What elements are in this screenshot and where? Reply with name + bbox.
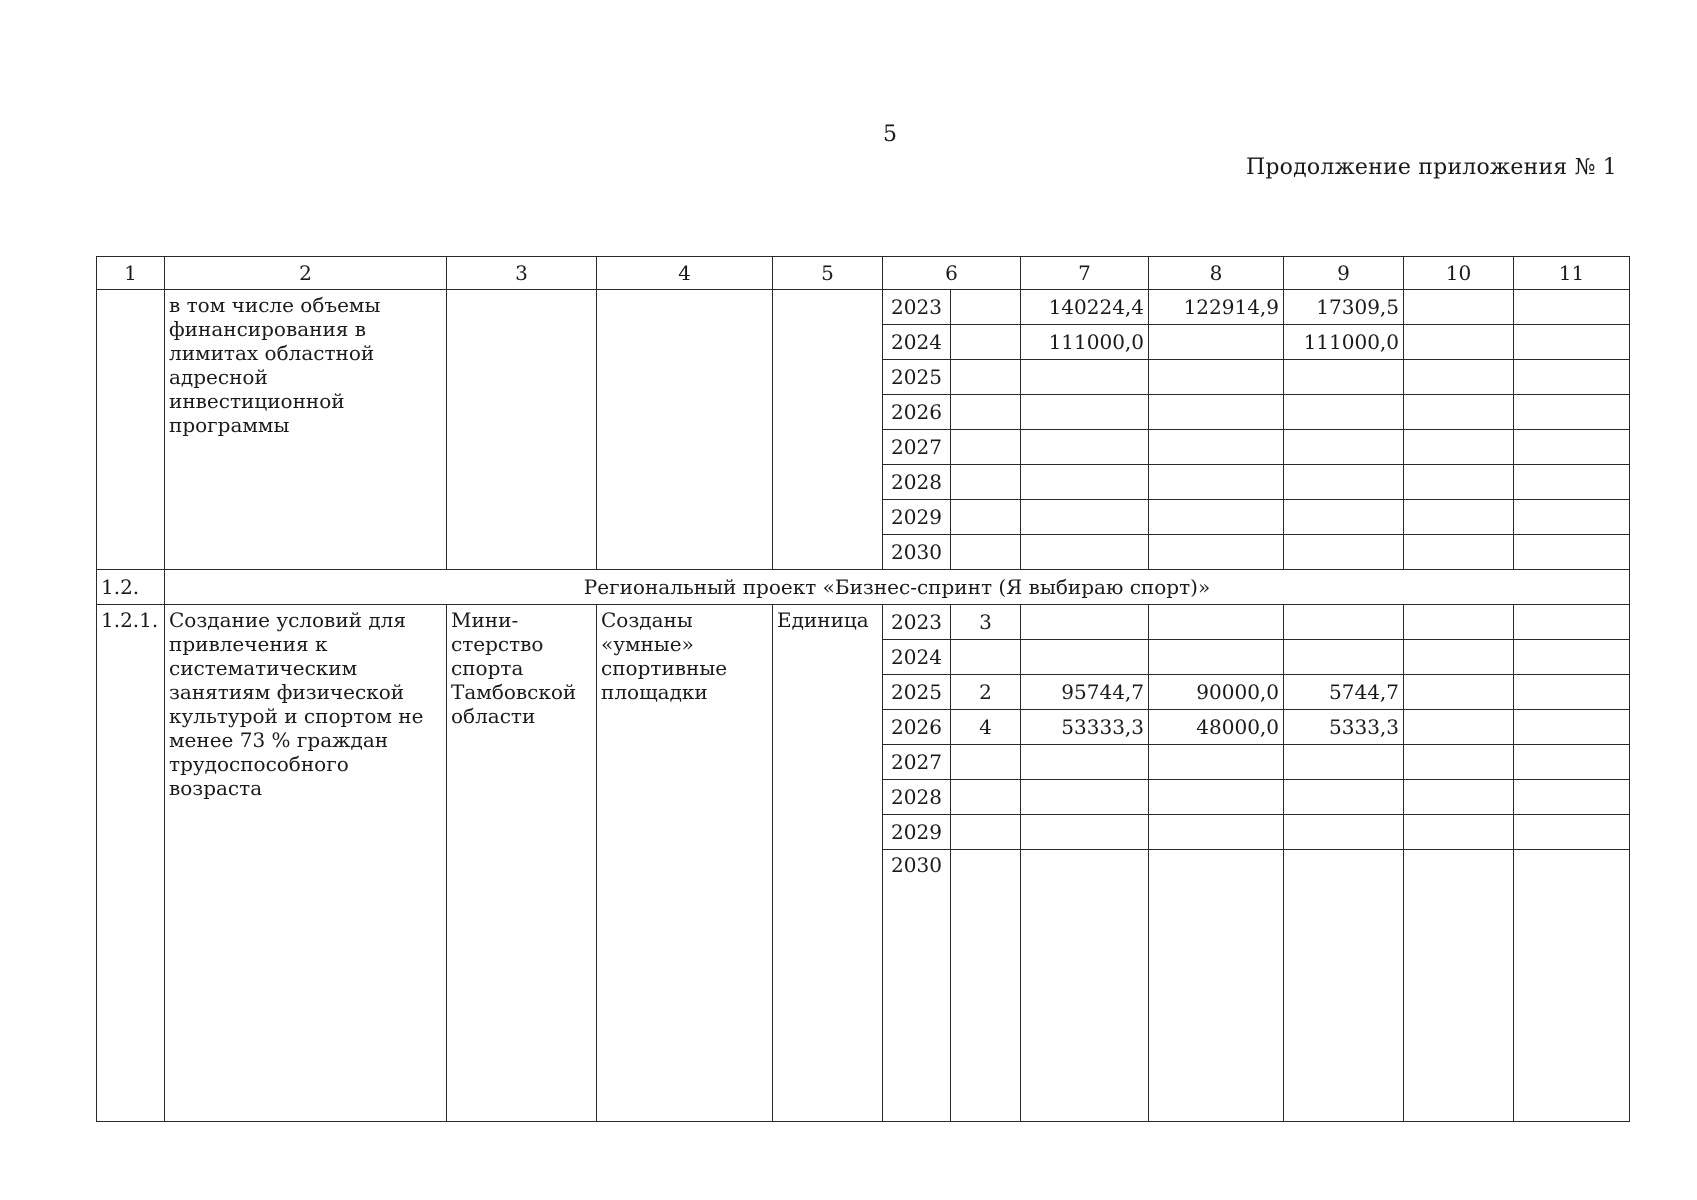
header-col-2: 2 bbox=[165, 257, 447, 290]
value-cell bbox=[1404, 675, 1514, 710]
section-row bbox=[97, 570, 1630, 605]
value-cell bbox=[1149, 535, 1284, 570]
value-cell bbox=[1149, 360, 1284, 395]
year-cell: 2023 bbox=[883, 290, 951, 325]
value-cell bbox=[1284, 850, 1404, 1122]
value-cell bbox=[1149, 430, 1284, 465]
value-cell bbox=[1404, 640, 1514, 675]
year-cell: 2027 bbox=[883, 745, 951, 780]
financing-table bbox=[96, 256, 1630, 1122]
value-cell bbox=[1404, 500, 1514, 535]
block1-col4 bbox=[597, 290, 773, 570]
value-cell bbox=[1404, 465, 1514, 500]
value-cell: 111000,0 bbox=[1284, 325, 1404, 360]
section-number: 1.2. bbox=[97, 570, 165, 605]
year-cell: 2029 bbox=[883, 500, 951, 535]
value-cell: 17309,5 bbox=[1284, 290, 1404, 325]
value-cell bbox=[1149, 815, 1284, 850]
value-cell bbox=[1021, 500, 1149, 535]
value-cell bbox=[1514, 500, 1630, 535]
header-col-6: 6 bbox=[883, 257, 1021, 290]
value-cell bbox=[1514, 675, 1630, 710]
value-cell bbox=[1021, 815, 1149, 850]
value-cell: 53333,3 bbox=[1021, 710, 1149, 745]
value-cell bbox=[1284, 780, 1404, 815]
value-cell bbox=[1514, 535, 1630, 570]
value-cell bbox=[951, 465, 1021, 500]
value-cell bbox=[1021, 780, 1149, 815]
value-cell bbox=[1514, 465, 1630, 500]
value-cell bbox=[951, 500, 1021, 535]
value-cell bbox=[1404, 290, 1514, 325]
financing-table-frame bbox=[96, 256, 1629, 1122]
value-cell bbox=[1284, 640, 1404, 675]
value-cell bbox=[1404, 325, 1514, 360]
value-cell bbox=[1514, 815, 1630, 850]
value-cell bbox=[1514, 290, 1630, 325]
value-cell bbox=[1404, 535, 1514, 570]
value-cell bbox=[951, 780, 1021, 815]
table-row bbox=[97, 605, 1630, 640]
value-cell bbox=[1404, 395, 1514, 430]
value-cell bbox=[1284, 605, 1404, 640]
value-cell: 5333,3 bbox=[1284, 710, 1404, 745]
block1-number-cell bbox=[97, 290, 165, 570]
block1-description: в том числе объемы финансирования в лимитах областной адресной инвестиционной программы bbox=[165, 290, 447, 570]
value-cell bbox=[1284, 360, 1404, 395]
value-cell: 48000,0 bbox=[1149, 710, 1284, 745]
value-cell bbox=[1021, 430, 1149, 465]
value-cell bbox=[1514, 325, 1630, 360]
value-cell: 122914,9 bbox=[1149, 290, 1284, 325]
value-cell bbox=[1149, 780, 1284, 815]
value-cell bbox=[1514, 605, 1630, 640]
table-row bbox=[97, 290, 1630, 325]
value-cell: 3 bbox=[951, 605, 1021, 640]
value-cell bbox=[1021, 850, 1149, 1122]
header-col-10: 10 bbox=[1404, 257, 1514, 290]
value-cell bbox=[1404, 850, 1514, 1122]
year-cell: 2028 bbox=[883, 465, 951, 500]
page-number: 5 bbox=[883, 122, 897, 147]
block2-description: Создание условий для привлечения к систематическим занятиям физической культурой и спортом не менее 73 % граждан трудоспособного возраста bbox=[165, 605, 447, 1122]
value-cell bbox=[1514, 850, 1630, 1122]
value-cell bbox=[951, 325, 1021, 360]
value-cell bbox=[1514, 780, 1630, 815]
value-cell bbox=[951, 850, 1021, 1122]
value-cell bbox=[1514, 710, 1630, 745]
header-col-1: 1 bbox=[97, 257, 165, 290]
value-cell bbox=[1021, 745, 1149, 780]
value-cell bbox=[1404, 430, 1514, 465]
value-cell bbox=[1284, 395, 1404, 430]
value-cell bbox=[1284, 500, 1404, 535]
year-cell: 2026 bbox=[883, 395, 951, 430]
value-cell bbox=[951, 360, 1021, 395]
year-cell: 2030 bbox=[883, 535, 951, 570]
header-col-11: 11 bbox=[1514, 257, 1630, 290]
block1-col3 bbox=[447, 290, 597, 570]
value-cell bbox=[1284, 535, 1404, 570]
year-cell: 2027 bbox=[883, 430, 951, 465]
value-cell bbox=[951, 745, 1021, 780]
value-cell bbox=[1514, 745, 1630, 780]
value-cell bbox=[1404, 360, 1514, 395]
value-cell: 95744,7 bbox=[1021, 675, 1149, 710]
year-cell: 2026 bbox=[883, 710, 951, 745]
header-col-7: 7 bbox=[1021, 257, 1149, 290]
value-cell bbox=[1514, 360, 1630, 395]
header-col-4: 4 bbox=[597, 257, 773, 290]
header-col-3: 3 bbox=[447, 257, 597, 290]
year-cell: 2024 bbox=[883, 640, 951, 675]
block2-indicator: Созданы «умные» спортивные площадки bbox=[597, 605, 773, 1122]
block2-number: 1.2.1. bbox=[97, 605, 165, 1122]
header-col-8: 8 bbox=[1149, 257, 1284, 290]
value-cell bbox=[1149, 605, 1284, 640]
value-cell bbox=[1021, 465, 1149, 500]
value-cell bbox=[1404, 605, 1514, 640]
year-cell: 2024 bbox=[883, 325, 951, 360]
header-col-9: 9 bbox=[1284, 257, 1404, 290]
year-cell: 2028 bbox=[883, 780, 951, 815]
year-cell: 2025 bbox=[883, 675, 951, 710]
value-cell bbox=[951, 535, 1021, 570]
appendix-continuation-note: Продолжение приложения № 1 bbox=[1246, 155, 1617, 180]
value-cell bbox=[951, 815, 1021, 850]
value-cell bbox=[951, 290, 1021, 325]
value-cell: 90000,0 bbox=[1149, 675, 1284, 710]
value-cell bbox=[1404, 815, 1514, 850]
value-cell bbox=[1284, 745, 1404, 780]
value-cell bbox=[1284, 465, 1404, 500]
value-cell bbox=[1404, 710, 1514, 745]
value-cell bbox=[951, 640, 1021, 675]
value-cell bbox=[1514, 395, 1630, 430]
value-cell bbox=[1514, 430, 1630, 465]
value-cell bbox=[1021, 535, 1149, 570]
value-cell bbox=[1021, 395, 1149, 430]
value-cell bbox=[1149, 640, 1284, 675]
value-cell: 5744,7 bbox=[1284, 675, 1404, 710]
block2-unit: Единица bbox=[773, 605, 883, 1122]
value-cell: 2 bbox=[951, 675, 1021, 710]
value-cell: 140224,4 bbox=[1021, 290, 1149, 325]
value-cell: 4 bbox=[951, 710, 1021, 745]
block2-responsible: Мини- стерство спорта Тамбовской области bbox=[447, 605, 597, 1122]
value-cell bbox=[1284, 430, 1404, 465]
value-cell: 111000,0 bbox=[1021, 325, 1149, 360]
block1-col5 bbox=[773, 290, 883, 570]
value-cell bbox=[951, 395, 1021, 430]
section-title: Региональный проект «Бизнес-спринт (Я выбираю спорт)» bbox=[165, 570, 1630, 605]
value-cell bbox=[1149, 745, 1284, 780]
year-cell: 2023 bbox=[883, 605, 951, 640]
value-cell bbox=[1149, 395, 1284, 430]
value-cell bbox=[1149, 325, 1284, 360]
value-cell bbox=[951, 430, 1021, 465]
year-cell: 2029 bbox=[883, 815, 951, 850]
value-cell bbox=[1021, 605, 1149, 640]
value-cell bbox=[1149, 500, 1284, 535]
year-cell: 2025 bbox=[883, 360, 951, 395]
value-cell bbox=[1404, 780, 1514, 815]
value-cell bbox=[1149, 850, 1284, 1122]
value-cell bbox=[1021, 360, 1149, 395]
value-cell bbox=[1404, 745, 1514, 780]
value-cell bbox=[1149, 465, 1284, 500]
year-cell: 2030 bbox=[883, 850, 951, 1122]
value-cell bbox=[1514, 640, 1630, 675]
value-cell bbox=[1284, 815, 1404, 850]
header-col-5: 5 bbox=[773, 257, 883, 290]
table-header-row bbox=[97, 257, 1630, 290]
value-cell bbox=[1021, 640, 1149, 675]
